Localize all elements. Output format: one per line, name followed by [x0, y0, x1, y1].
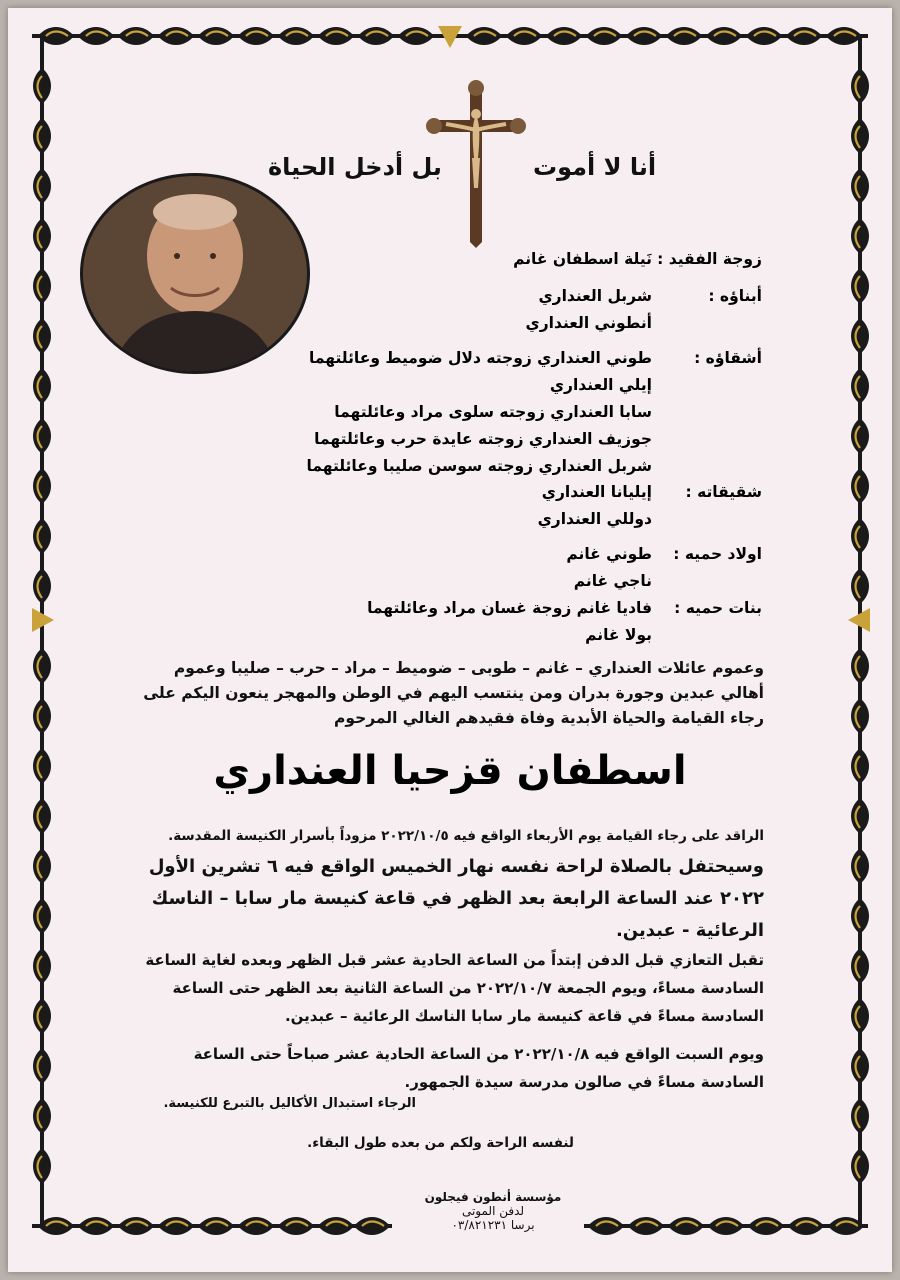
families-line: رجاء القيامة والحياة الأبدية وفاة فقيدهم الغالي المرحوم: [334, 709, 764, 727]
footer-line-3: برسا ٠٣/٨٢١٢٣١: [451, 1218, 535, 1232]
relative-label: زوجة الفقيد :: [657, 250, 762, 268]
relative-name: أنطوني العنداري: [525, 314, 652, 332]
mass-paragraph: [114, 851, 764, 947]
relative-name: بولا غانم: [585, 626, 652, 644]
obituary-paper: [8, 8, 892, 1272]
condolence-line: تقبل التعازي قبل الدفن إبتداً من الساعة الحادية عشر قبل الظهر وبعده لغاية الساعة: [145, 951, 764, 969]
portrait-photo: [80, 173, 310, 374]
relative-name: إيلي العنداري: [549, 376, 652, 394]
families-paragraph: [114, 656, 764, 731]
condolence-line: السادسة مساءً، ويوم الجمعة ٢٠٢٢/١٠/٧ من الساعة الثانية بعد الظهر حتى الساعة: [172, 979, 764, 997]
slogan-left: بل أدخل الحياة: [268, 153, 442, 181]
saturday-line: السادسة مساءً في صالون مدرسة سيدة الجمهور.: [404, 1073, 764, 1091]
condolence-paragraph: [114, 946, 764, 1030]
relative-name: شربل العنداري: [538, 287, 652, 305]
relative-name: سابا العنداري زوجته سلوى مراد وعائلتهما: [334, 403, 652, 421]
footer-line-2: لدفن الموتى: [461, 1204, 525, 1218]
relative-label: شقيقاته :: [685, 483, 762, 501]
mass-line: ٢٠٢٢ عند الساعة الرابعة بعد الظهر في قاعة كنيسة مار سابا – الناسك: [151, 888, 764, 909]
wreath-note: الرجاء استبدال الأكاليل بالتبرع للكنيسة.: [163, 1096, 416, 1111]
families-line: وعموم عائلات العنداري – غانم – طوبى – ضوميط – مراد – حرب – صليبا وعموم: [173, 659, 764, 677]
relative-name: شربل العنداري زوجته سوسن صليبا وعائلتهما: [306, 457, 652, 475]
relative-label: بنات حميه :: [674, 599, 762, 617]
relative-name: ناجي غانم: [573, 572, 652, 590]
relative-name: جوزيف العنداري زوجته عايدة حرب وعائلتهما: [314, 430, 652, 448]
closing-line: لنفسه الراحة ولكم من بعده طول البقاء.: [307, 1135, 574, 1151]
saturday-paragraph: [114, 1040, 764, 1096]
relative-name: طوني العنداري زوجته دلال ضوميط وعائلتهما: [309, 349, 652, 367]
relative-label: أبناؤه :: [708, 287, 762, 305]
relative-label: أشقاؤه :: [694, 349, 762, 367]
deceased-name: اسطفان قزحيا العنداري: [213, 748, 687, 794]
saturday-line: ويوم السبت الواقع فيه ٢٠٢٢/١٠/٨ من الساعة الحادية عشر صباحاً حتى الساعة: [193, 1045, 764, 1063]
slogan-right: أنا لا أموت: [533, 153, 657, 181]
mass-line: الرعائية - عبدين.: [615, 920, 764, 941]
relative-name: دوللي العنداري: [537, 510, 652, 528]
footer-line-1: مؤسسة أنطون فيجلون: [424, 1190, 562, 1204]
relative-label: اولاد حميه :: [673, 545, 762, 563]
condolence-line: السادسة مساءً في قاعة كنيسة مار سابا الناسك الرعائية – عبدين.: [284, 1007, 764, 1025]
relative-name: طوني غانم: [566, 545, 652, 563]
relative-name: إيليانا العنداري: [541, 483, 652, 501]
mass-line: وسيحتفل بالصلاة لراحة نفسه نهار الخميس الواقع فيه ٦ تشرين الأول: [148, 856, 764, 877]
funeral-home-footer: [378, 1190, 608, 1232]
families-line: أهالي عبدين وجورة بدران ومن ينتسب اليهم في الوطن والمهجر ينعون اليكم على: [143, 684, 764, 702]
relative-name: فاديا غانم زوجة غسان مراد وعائلتهما: [367, 599, 652, 617]
relative-name: نَيلة اسطفان غانم: [513, 250, 652, 268]
death-line: الراقد على رجاء القيامة يوم الأربعاء الواقع فيه ٢٠٢٢/١٠/٥ مزوداً بأسرار الكنيسة المقدسة.: [168, 828, 764, 844]
